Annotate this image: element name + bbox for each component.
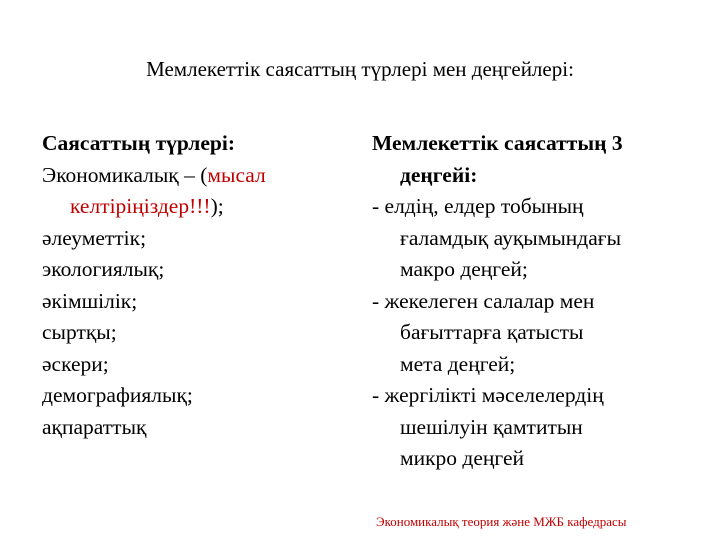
economic-label: Экономикалық – ( [42,162,208,187]
policy-type-item: әскери; [42,351,109,376]
economic-item-continued [42,191,332,223]
policy-type-item: демографиялық; [42,383,193,407]
policy-type-item: ақпараттық [42,414,147,439]
economic-item [42,160,332,192]
policy-types-heading: Саясаттың түрлері: [42,131,236,155]
meta-level-line: мета деңгей; [400,351,516,376]
policy-levels-column [372,128,692,475]
economic-suffix: ); [210,194,224,218]
policy-type-item: экологиялық; [42,257,165,281]
example-prompt-part1: мысал [207,162,266,187]
policy-type-item: сыртқы; [42,320,117,344]
policy-types-column [42,128,332,443]
micro-level-line: - жергілікті мәселелердің [372,383,604,407]
slide-title: Мемлекеттік саясаттың түрлері мен деңгейлері: [146,57,574,81]
department-footer: Экономикалық теория және МЖБ кафедрасы [376,514,627,529]
macro-level-line: - елдің, елдер тобының [372,194,584,218]
macro-level-line: макро деңгей; [400,257,528,281]
policy-levels-heading-continued: деңгейі: [400,162,478,187]
policy-type-item: әлеуметтік; [42,225,147,250]
micro-level-line: микро деңгей [400,446,525,470]
policy-levels-heading: Мемлекеттік саясаттың 3 [372,131,623,155]
policy-type-item: әкімшілік; [42,288,138,313]
micro-level-line: шешілуін қамтитын [400,414,583,439]
meta-level-line: - жекелеген салалар мен [372,288,595,313]
meta-level-line: бағыттарға қатысты [400,320,584,344]
macro-level-line: ғаламдық ауқымындағы [400,225,622,250]
example-prompt-part2: келтіріңіздер!!! [70,194,211,218]
